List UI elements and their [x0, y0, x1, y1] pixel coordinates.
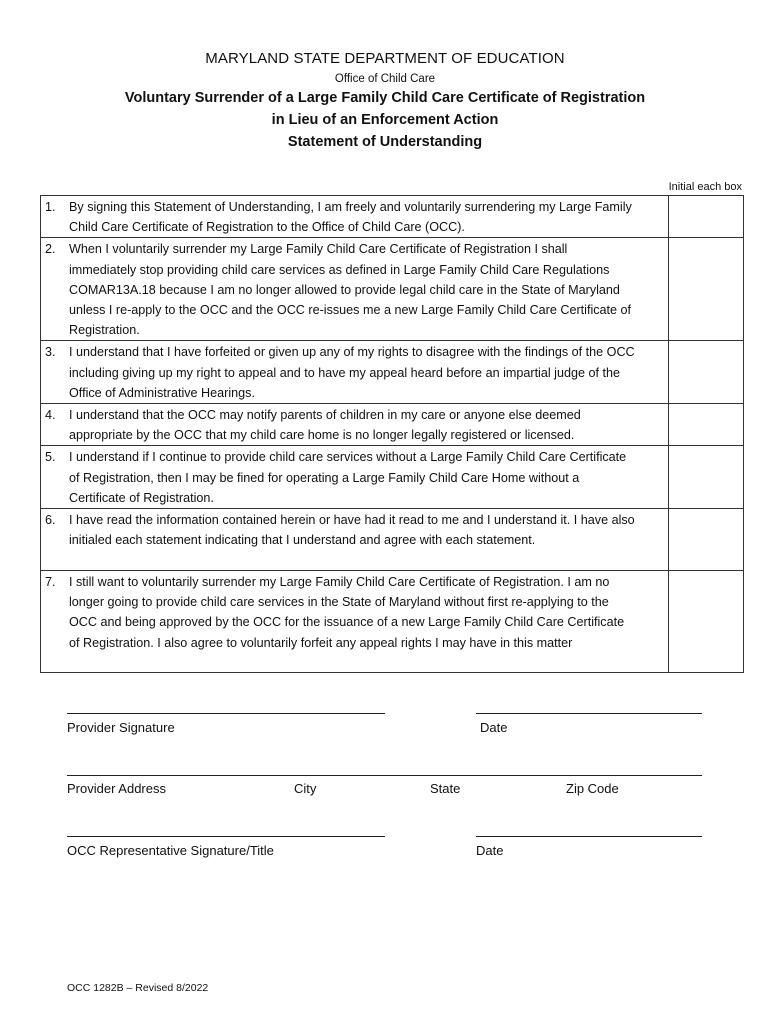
initial-box[interactable]: [669, 341, 744, 404]
date-line-1[interactable]: [476, 713, 702, 714]
statement-number: 5.: [45, 450, 56, 465]
form-title-line-1: Voluntary Surrender of a Large Family Child Care Certificate of Registration: [124, 90, 646, 106]
statement-row: [41, 571, 744, 673]
statement-row: [41, 196, 744, 238]
office-name: Office of Child Care: [334, 73, 436, 85]
statement-text: I have read the information contained herein or have had it read to me and I understand it. I have also initialed each statement indicating that I understand and agree with each statement.: [69, 513, 635, 548]
statement-number: 1.: [45, 200, 56, 214]
statement-text: I still want to voluntarily surrender my Large Family Child Care Certificate of Registration. I am no longer going to provide child care services in the State of Maryland without first re-applying to the OCC and being approved by the OCC for the issuance of a new Large Family Child Care Certificate of Registration. I also agree to voluntarily forfeit any appeal rights I may have in this matter: [69, 575, 625, 650]
statement-text-cell: [41, 341, 669, 404]
occ-representative-label: OCC Representative Signature/Title: [67, 843, 274, 858]
initial-box[interactable]: [669, 196, 744, 238]
statement-row: [41, 404, 744, 446]
statement-text-cell: [41, 571, 669, 673]
initial-box[interactable]: [669, 509, 744, 571]
statement-text-cell: [41, 404, 669, 446]
occ-representative-signature-line[interactable]: [67, 836, 385, 837]
statements-table: [40, 195, 744, 673]
initial-each-box-label: Initial each box: [668, 181, 742, 193]
initial-box[interactable]: [669, 571, 744, 673]
statement-text: By signing this Statement of Understanding, I am freely and voluntarily surrendering my Large Family Child Care Certificate of Registration to the Office of Child Care (OCC).: [69, 200, 632, 235]
statement-row: [41, 446, 744, 509]
statement-text-cell: [41, 509, 669, 571]
provider-signature-line[interactable]: [67, 713, 385, 714]
statement-text-cell: [41, 196, 669, 238]
statement-number: 7.: [45, 575, 56, 590]
statement-text: I understand if I continue to provide child care services without a Large Family Child Care Certificate of Registration, then I may be fined for operating a Large Family Child Care Home without a Certificate of Registration.: [69, 450, 627, 505]
form-number-footer: OCC 1282B – Revised 8/2022: [67, 982, 209, 994]
statement-text-cell: [41, 446, 669, 509]
statement-row: [41, 238, 744, 341]
initial-box[interactable]: [669, 446, 744, 509]
agency-name: MARYLAND STATE DEPARTMENT OF EDUCATION: [205, 50, 565, 67]
statement-row: [41, 341, 744, 404]
statement-text: I understand that I have forfeited or given up any of my rights to disagree with the findings of the OCC including giving up my right to appeal and to have my appeal heard before an impartial judge of the Office of Administrative Hearings.: [69, 345, 635, 400]
initial-box[interactable]: [669, 238, 744, 341]
date-label-2: Date: [476, 843, 504, 858]
statement-number: 3.: [45, 345, 56, 360]
statement-number: 6.: [45, 513, 56, 528]
zip-code-label: Zip Code: [566, 781, 619, 796]
date-label-1: Date: [480, 720, 508, 735]
state-label: State: [430, 781, 461, 796]
provider-address-label: Provider Address: [67, 781, 166, 796]
statement-text: When I voluntarily surrender my Large Family Child Care Certificate of Registration I shall immediately stop providing child care services as defined in Large Family Child Care Regulations COMAR13A.18 because I am no longer allowed to provide legal child care in the State of Maryland unless I re-apply to the OCC and the OCC re-issues me a new Large Family Child Care Certificate of Registration.: [69, 242, 632, 338]
form-title-line-2: in Lieu of an Enforcement Action: [271, 112, 499, 128]
statement-text-cell: [41, 238, 669, 341]
date-line-2[interactable]: [476, 836, 702, 837]
statement-number: 2.: [45, 242, 56, 257]
initial-box[interactable]: [669, 404, 744, 446]
provider-signature-label: Provider Signature: [67, 720, 175, 735]
statement-row: [41, 509, 744, 571]
city-label: City: [294, 781, 317, 796]
provider-address-line[interactable]: [67, 775, 702, 776]
statement-number: 4.: [45, 408, 56, 423]
statement-text: I understand that the OCC may notify parents of children in my care or anyone else deemed appropriate by the OCC that my child care home is no longer legally registered or licensed.: [69, 408, 581, 443]
form-title-line-3: Statement of Understanding: [287, 134, 483, 150]
